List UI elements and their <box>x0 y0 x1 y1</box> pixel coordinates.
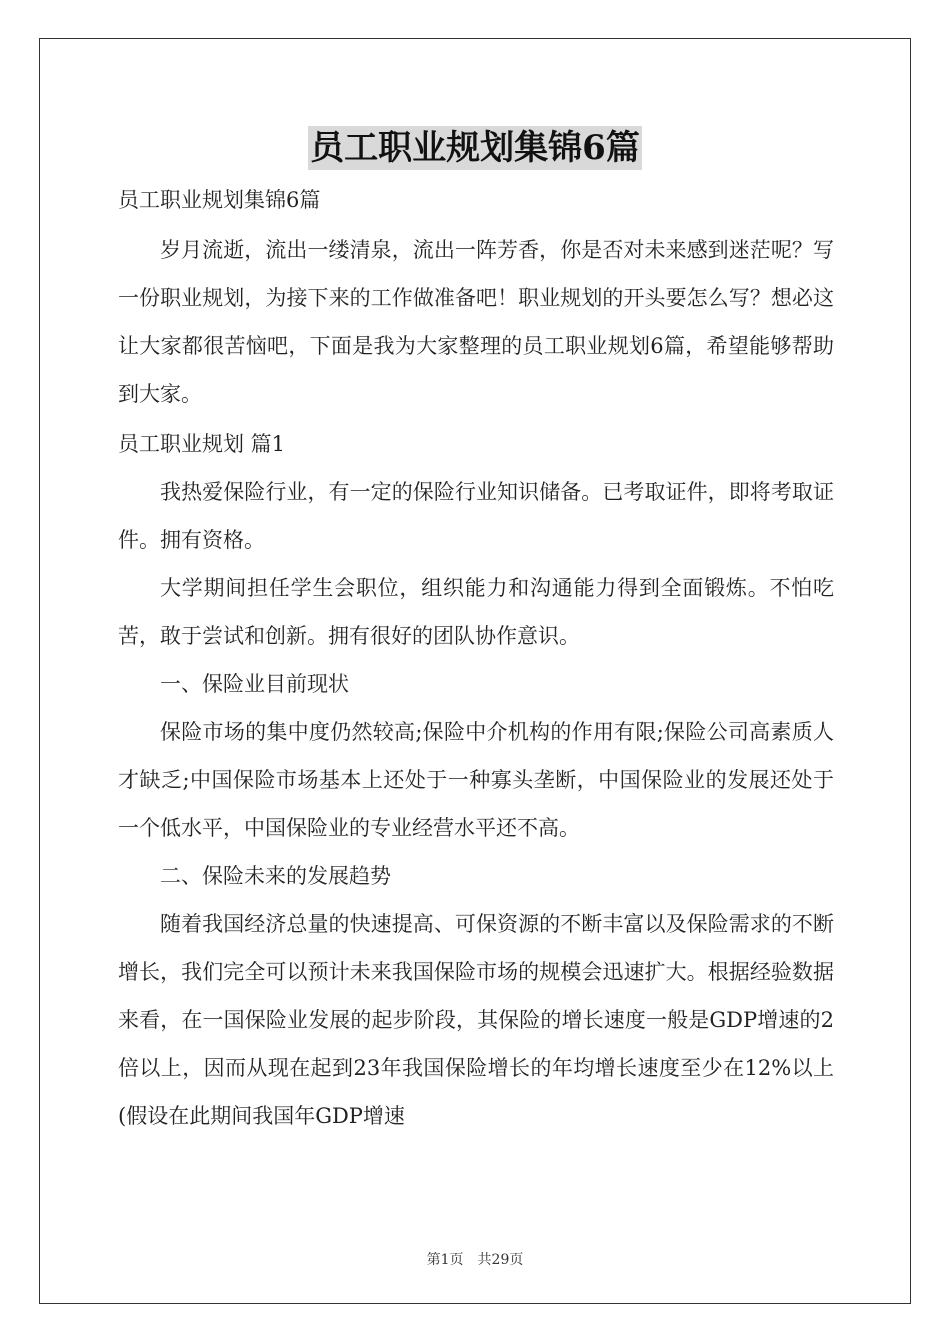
document-subtitle: 员工职业规划集锦6篇 <box>118 188 321 212</box>
section-heading: 一、保险业目前现状 <box>160 672 349 696</box>
intro-paragraph: 岁月流逝，流出一缕清泉，流出一阵芳香，你是否对未来感到迷茫呢？写一份职业规划，为接下来的工作做准备吧！职业规划的开头要怎么写？想必这让大家都很苦恼吧，下面是我为大家整理的员工职业规划6篇，希望能够帮助到大家。 <box>118 238 834 406</box>
page-footer: 第1页 共29页 <box>426 1252 524 1268</box>
document-title: 员工职业规划集锦6篇 <box>310 128 640 168</box>
paragraph: 随着我国经济总量的快速提高、可保资源的不断丰富以及保险需求的不断增长，我们完全可以预计未来我国保险市场的规模会迅速扩大。根据经验数据来看，在一国保险业发展的起步阶段，其保险的增长速度一般是GDP增速的2倍以上，因而从现在起到23年我国保险增长的年均增长速度至少在12%以上(假设在此期间我国年GDP增速 <box>118 912 834 1128</box>
paragraph: 保险市场的集中度仍然较高;保险中介机构的作用有限;保险公司高素质人才缺乏;中国保险市场基本上还处于一种寡头垄断，中国保险业的发展还处于一个低水平，中国保险业的专业经营水平还不高。 <box>118 720 834 840</box>
paragraph: 我热爱保险行业，有一定的保险行业知识储备。已考取证件，即将考取证件。拥有资格。 <box>118 480 834 552</box>
document-body <box>118 180 834 1140</box>
section-heading: 二、保险未来的发展趋势 <box>160 864 391 888</box>
title-wrap <box>0 126 950 170</box>
section-title: 员工职业规划 篇1 <box>118 432 286 456</box>
paragraph: 大学期间担任学生会职位，组织能力和沟通能力得到全面锻炼。不怕吃苦，敢于尝试和创新。拥有很好的团队协作意识。 <box>118 576 834 648</box>
